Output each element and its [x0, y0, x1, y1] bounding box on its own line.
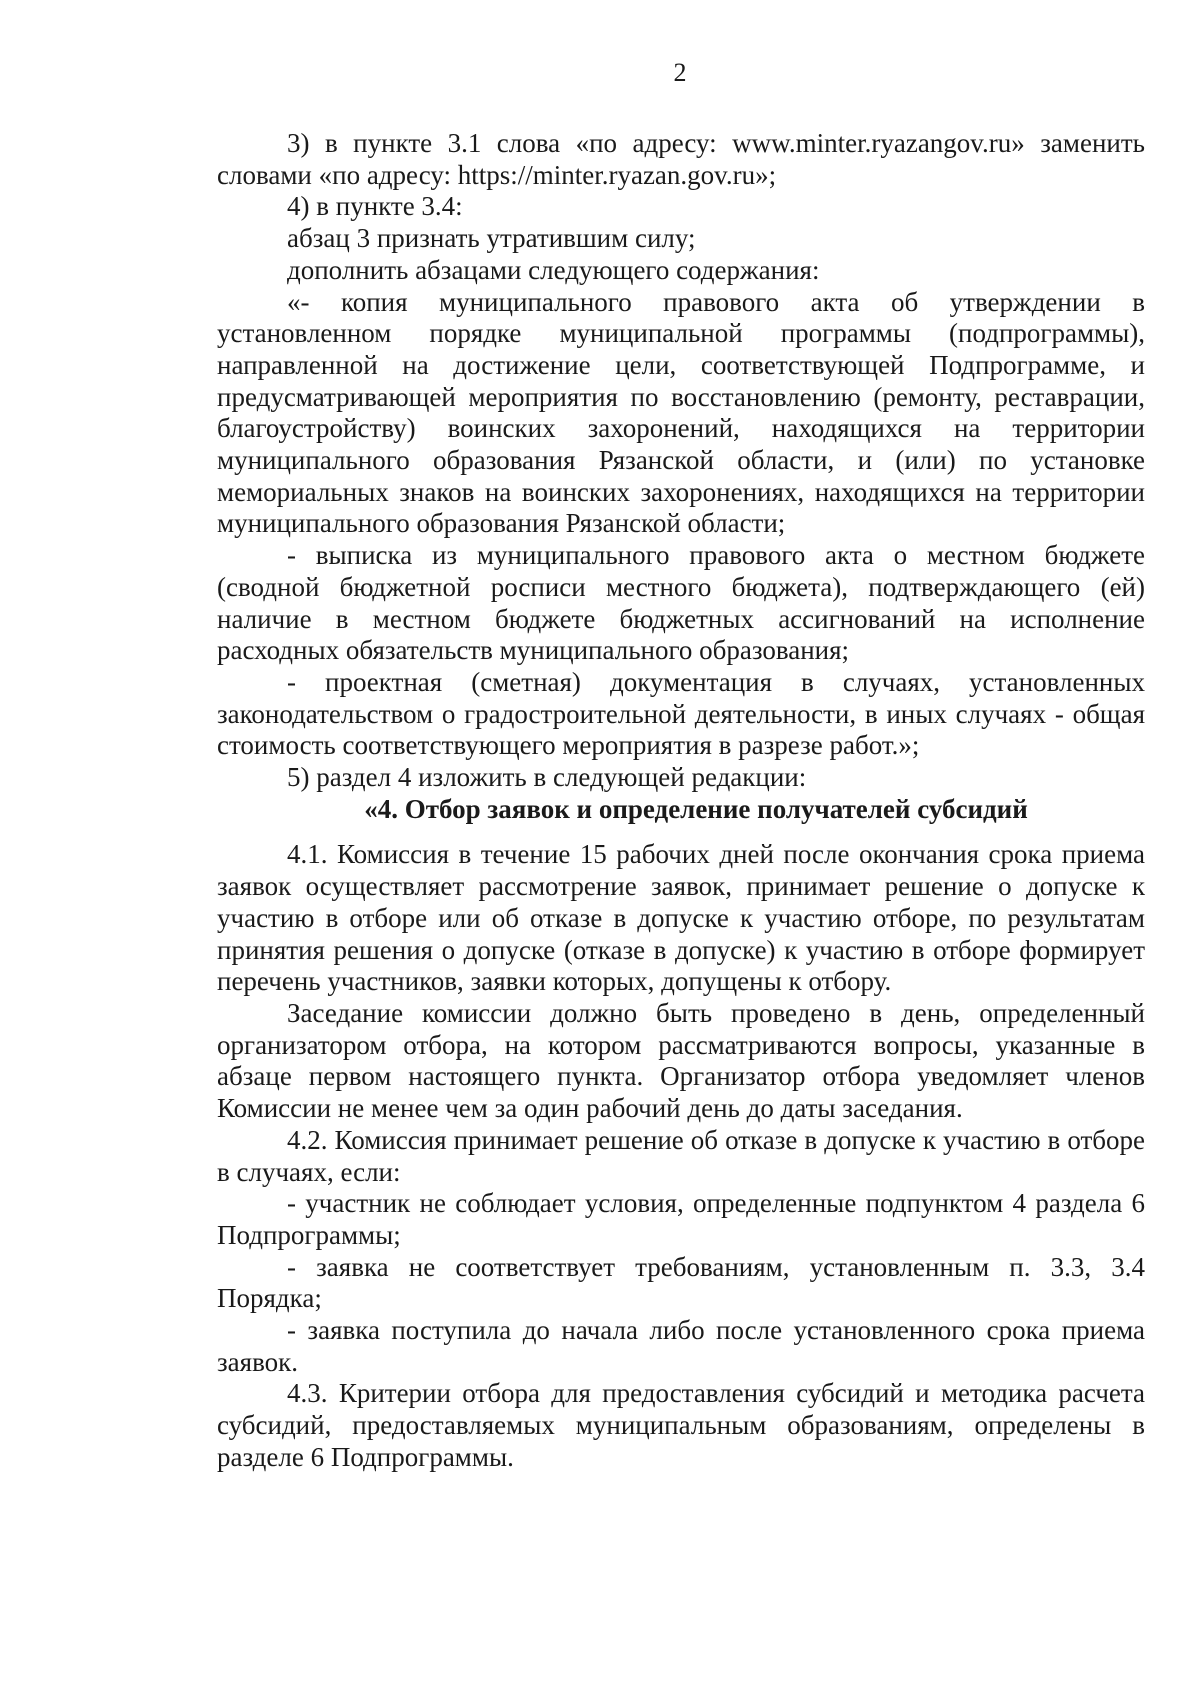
- paragraph-budget-extract: - выписка из муниципального правового акта о местном бюджете (сводной бюджетной росписи местного бюджета), подтверждающего (ей) наличие в местном бюджете бюджетных ассигнований на исполнение расходных обязательств муниципального образования;: [217, 540, 1145, 666]
- paragraph-4-2: 4.2. Комиссия принимает решение об отказе в допуске к участию в отборе в случаях, если:: [217, 1124, 1145, 1187]
- paragraph-4-1: 4.1. Комиссия в течение 15 рабочих дней после окончания срока приема заявок осуществляет рассмотрение заявок, принимает решение о допуске к участию в отборе или об отказе в допуске к участию отборе, по результатам принятия решения о допуске (отказе в допуске) к участию в отборе формирует перечень участников, заявки которых, допущены к отбору.: [217, 839, 1145, 997]
- list-item-conditions: - участник не соблюдает условия, определенные подпунктом 4 раздела 6 Подпрограммы;: [217, 1188, 1145, 1250]
- list-item-deadline: - заявка поступила до начала либо после установленного срока приема заявок.: [217, 1315, 1145, 1377]
- paragraph-item-3: 3) в пункте 3.1 слова «по адресу: www.minter.ryazangov.ru» заменить словами «по адресу: https://minter.ryazan.gov.ru»;: [217, 128, 1145, 190]
- paragraph-project-docs: - проектная (сметная) документация в случаях, установленных законодательством о градостроительной деятельности, в иных случаях - общая стоимость соответствующего мероприятия в разрезе работ.»;: [217, 666, 1145, 761]
- section-title: «4. Отбор заявок и определение получателей субсидий: [364, 793, 1028, 824]
- paragraph-supplement-intro: дополнить абзацами следующего содержания:: [287, 254, 820, 285]
- page-number: 2: [673, 58, 687, 87]
- list-item-requirements: - заявка не соответствует требованиям, установленным п. 3.3, 3.4 Порядка;: [217, 1251, 1145, 1314]
- paragraph-item-5: 5) раздел 4 изложить в следующей редакции:: [287, 762, 807, 793]
- paragraph-item-4: 4) в пункте 3.4:: [287, 191, 463, 222]
- paragraph-meeting: Заседание комиссии должно быть проведено в день, определенный организатором отбора, на котором рассматриваются вопросы, указанные в абзаце первом настоящего пункта. Организатор отбора уведомляет членов Комиссии не менее чем за один рабочий день до даты заседания.: [217, 997, 1145, 1124]
- paragraph-4-3: 4.3. Критерии отбора для предоставления субсидий и методика расчета субсидий, предоставляемых муниципальным образованиям, определены в разделе 6 Подпрограммы.: [217, 1378, 1145, 1472]
- paragraph-abzac-3: абзац 3 признать утратившим силу;: [287, 223, 696, 254]
- document-body: [217, 128, 1145, 1474]
- paragraph-copy-of-act: «- копия муниципального правового акта об утверждении в установленном порядке муниципальной программы (подпрограммы), направленной на достижение цели, соответствующей Подпрограмме, и предусматривающей мероприятия по восстановлению (ремонту, реставрации, благоустройству) воинских захоронений, находящихся на территории муниципального образования Рязанской области, и (или) по установке мемориальных знаков на воинских захоронениях, находящихся на территории муниципального образования Рязанской области;: [217, 286, 1145, 539]
